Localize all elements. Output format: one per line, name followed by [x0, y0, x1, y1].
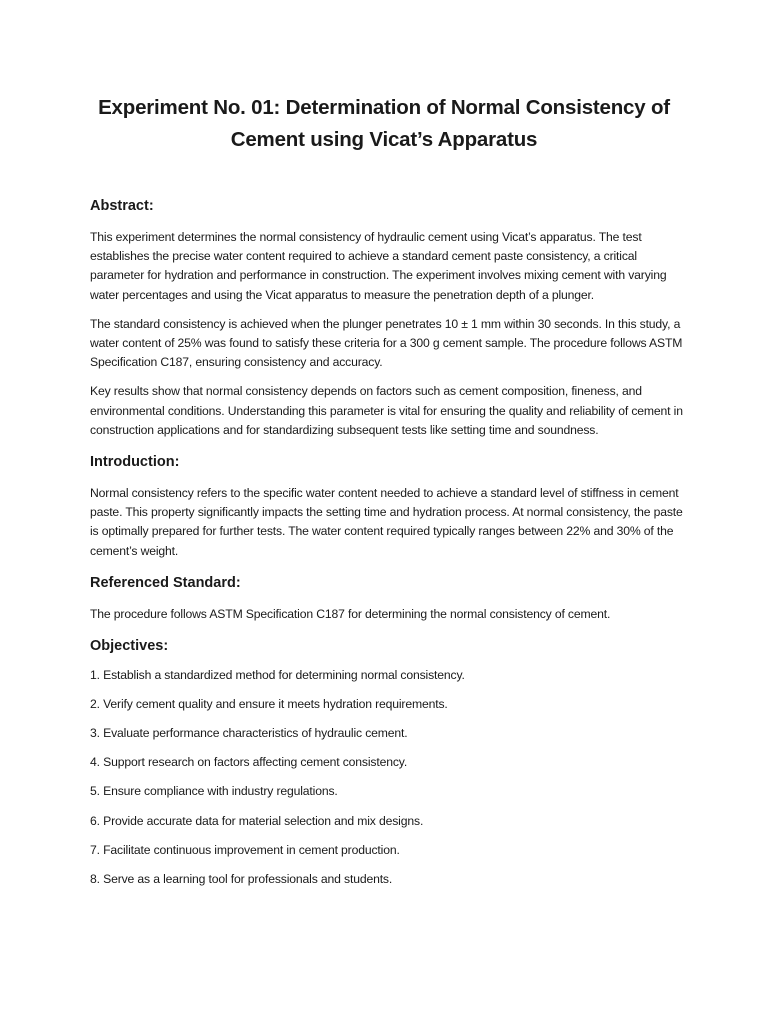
abstract-paragraph-2: The standard consistency is achieved when the plunger penetrates 10 ± 1 mm within 30 seconds. In this study, a water content of 25% was found to satisfy these criteria for a 300 g cement sample. The procedure follows ASTM Specification C187, ensuring consistency and accuracy.	[90, 316, 683, 370]
page-title	[60, 92, 708, 156]
objective-item: 4. Support research on factors affecting cement consistency.	[90, 755, 408, 770]
objectives-heading: Objectives:	[90, 638, 169, 655]
objective-item: 2. Verify cement quality and ensure it meets hydration requirements.	[90, 697, 448, 712]
objective-item: 1. Establish a standardized method for determining normal consistency.	[90, 668, 465, 683]
abstract-paragraph-3: Key results show that normal consistency depends on factors such as cement composition, fineness, and environmental conditions. Understanding this parameter is vital for ensuring the quality and reliability of cement in construction applications and for standardizing subsequent tests like setting time and soundness.	[90, 384, 683, 437]
objective-item: 5. Ensure compliance with industry regulations.	[90, 784, 338, 799]
abstract-paragraph-1: This experiment determines the normal consistency of hydraulic cement using Vicat’s apparatus. The test establishes the precise water content required to achieve a standard cement paste consistency, a critical parameter for hydration and performance in construction. The experiment involves mixing cement with varying water percentages and using the Vicat apparatus to measure the penetration depth of a plunger.	[90, 230, 667, 302]
objective-item: 8. Serve as a learning tool for professionals and students.	[90, 871, 393, 886]
objectives-list	[90, 666, 688, 889]
title-line-2: Cement using Vicat’s Apparatus	[230, 128, 538, 151]
introduction-paragraph: Normal consistency refers to the specific water content needed to achieve a standard level of stiffness in cement paste. This property significantly impacts the setting time and hydration process. At normal consistency, the paste is optimally prepared for further tests. The water content required typically ranges between 22% and 30% of the cement’s weight.	[90, 486, 683, 558]
document-body	[90, 196, 688, 899]
objective-item: 7. Facilitate continuous improvement in cement production.	[90, 842, 400, 857]
introduction-heading: Introduction:	[90, 454, 180, 471]
referenced-standard-paragraph: The procedure follows ASTM Specification C187 for determining the normal consistency of cement.	[90, 606, 611, 621]
objective-item: 3. Evaluate performance characteristics of hydraulic cement.	[90, 726, 408, 741]
title-line-1: Experiment No. 01: Determination of Normal Consistency of	[98, 96, 670, 119]
referenced-standard-heading: Referenced Standard:	[90, 574, 241, 591]
objective-item: 6. Provide accurate data for material selection and mix designs.	[90, 813, 424, 828]
abstract-heading: Abstract:	[90, 198, 154, 214]
